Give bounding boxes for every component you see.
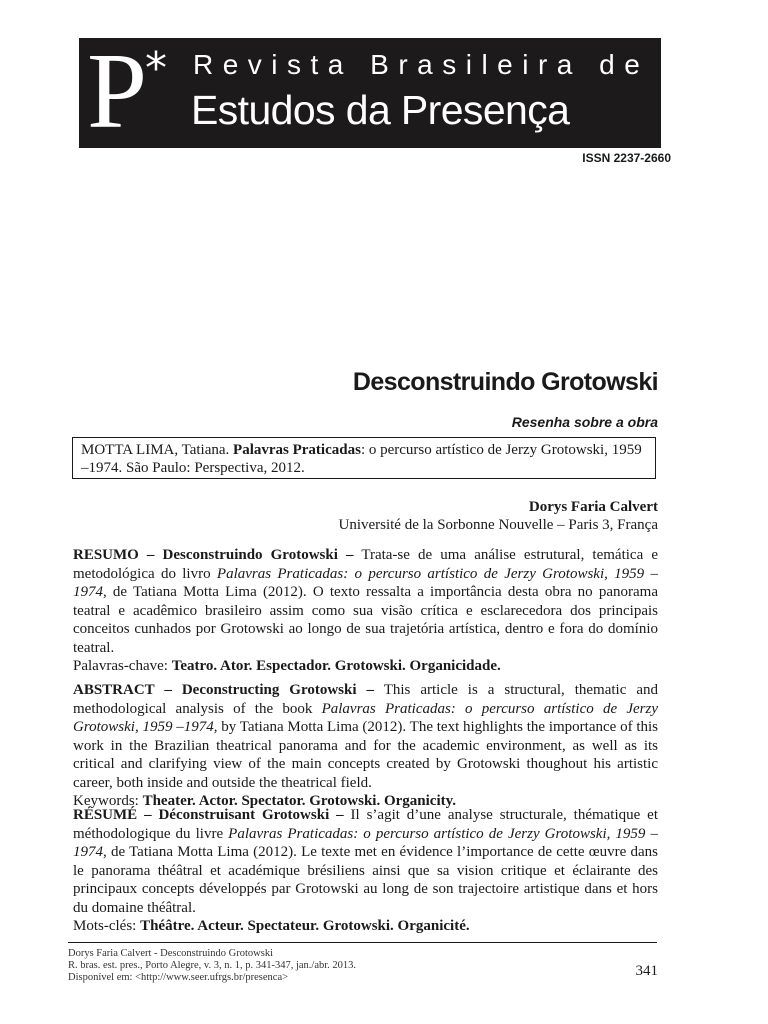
author-affiliation: Université de la Sorbonne Nouvelle – Paris 3, França — [338, 517, 658, 533]
journal-masthead — [79, 38, 661, 148]
abstract-text-start: This article is a structural, thematic and methodological analysis of the book — [73, 682, 658, 717]
resumo-heading: RESUMO – Desconstruindo Grotowski – — [73, 547, 354, 563]
abstract-book-title: Palavras Praticadas: o percurso artístico de Jerzy Grotowski, 1959 –1974 — [73, 700, 658, 735]
footer-line-url: Disponível em: <http://www.seer.ufrgs.br/presenca> — [68, 972, 289, 983]
resume-keywords-list: Théâtre. Acteur. Spectateur. Grotowski. Organicité. — [140, 918, 470, 934]
reference-book-title: Palavras Praticadas — [233, 442, 361, 458]
footer-citation — [68, 948, 356, 984]
journal-logo-letter: P — [87, 38, 148, 148]
article-subtitle: Resenha sobre a obra — [511, 414, 658, 430]
reference-details: : o percurso artístico de Jerzy Grotowski, 1959 –1974. São Paulo: Perspectiva, 2012. — [81, 442, 642, 476]
abstract-keywords-label: Keywords: — [73, 793, 139, 809]
resumo-keywords-label: Palavras-chave: — [73, 658, 168, 674]
abstract-paragraph — [73, 681, 658, 792]
article-title: Desconstruindo Grotowski — [352, 368, 658, 396]
book-reference-box — [72, 437, 656, 479]
author-name: Dorys Faria Calvert — [528, 499, 658, 515]
footer-line-title: Dorys Faria Calvert - Desconstruindo Grotowski — [68, 948, 274, 959]
resumo-section — [73, 546, 658, 676]
resumo-keywords — [73, 657, 658, 676]
abstract-keywords-list: Theater. Actor. Spectator. Grotowski. Organicity. — [142, 793, 457, 809]
resume-paragraph — [73, 806, 658, 917]
footer-divider — [68, 942, 657, 943]
resumo-text-end: , de Tatiana Motta Lima (2012). O texto ressalta a importância desta obra no panorama teatral e acadêmico brasileiro assim como sua visão crítica e esclarecedora dos principais conceitos cunhados por Grotowski ao longo de sua trajetória artística, dentro e fora do domínio teatral. — [73, 584, 658, 656]
abstract-text-end: , by Tatiana Motta Lima (2012). The text highlights the importance of this work in the Brazilian theatrical panorama and for the academic environment, as well as its critical and clarifying view of the main concepts created by Grotowski thoughout his artistic career, both inside and outside the theatrical field. — [73, 719, 659, 791]
journal-logo-asterisk: * — [145, 43, 167, 94]
resume-heading: RÉSUMÉ – Déconstruisant Grotowski – — [73, 807, 344, 823]
resume-text-start: Il s’agit d’une analyse structurale, thématique et méthodologique du livre — [73, 807, 659, 842]
resumo-book-title: Palavras Praticadas: o percurso artístico de Jerzy Grotowski, 1959 –1974 — [73, 565, 658, 600]
footer-line-journal: R. bras. est. pres., Porto Alegre, v. 3, n. 1, p. 341-347, jan./abr. 2013. — [68, 960, 357, 971]
resumo-text-start: Trata-se de uma análise estrutural, temática e metodológica do livro — [73, 547, 658, 582]
reference-author: MOTTA LIMA, Tatiana. — [81, 442, 230, 458]
abstract-heading: ABSTRACT – Deconstructing Grotowski – — [73, 682, 374, 698]
issn-label: ISSN 2237-2660 — [582, 151, 671, 165]
resumo-paragraph — [73, 546, 658, 657]
resume-text-end: , de Tatiana Motta Lima (2012). Le texte met en évidence l’importance de cette œuvre dans le panorama théâtral et académique brésiliens ainsi que sa vision critique et éclairante des principaux concepts développés par Grotowski au long de son trajectoire artistique dans et hors du domaine théâtral. — [73, 844, 658, 916]
resume-book-title: Palavras Praticadas: o percurso artístico de Jerzy Grotowski, 1959 –1974 — [73, 825, 658, 860]
journal-name-line1: Revista Brasileira de — [193, 49, 650, 80]
resumo-keywords-list: Teatro. Ator. Espectador. Grotowski. Organicidade. — [171, 658, 501, 674]
resume-keywords — [73, 917, 658, 936]
page-number: 341 — [635, 963, 658, 979]
resume-keywords-label: Mots-clés: — [73, 918, 137, 934]
resume-section — [73, 806, 658, 936]
journal-name-line2: Estudos da Presença — [191, 87, 570, 133]
abstract-section — [73, 681, 658, 811]
